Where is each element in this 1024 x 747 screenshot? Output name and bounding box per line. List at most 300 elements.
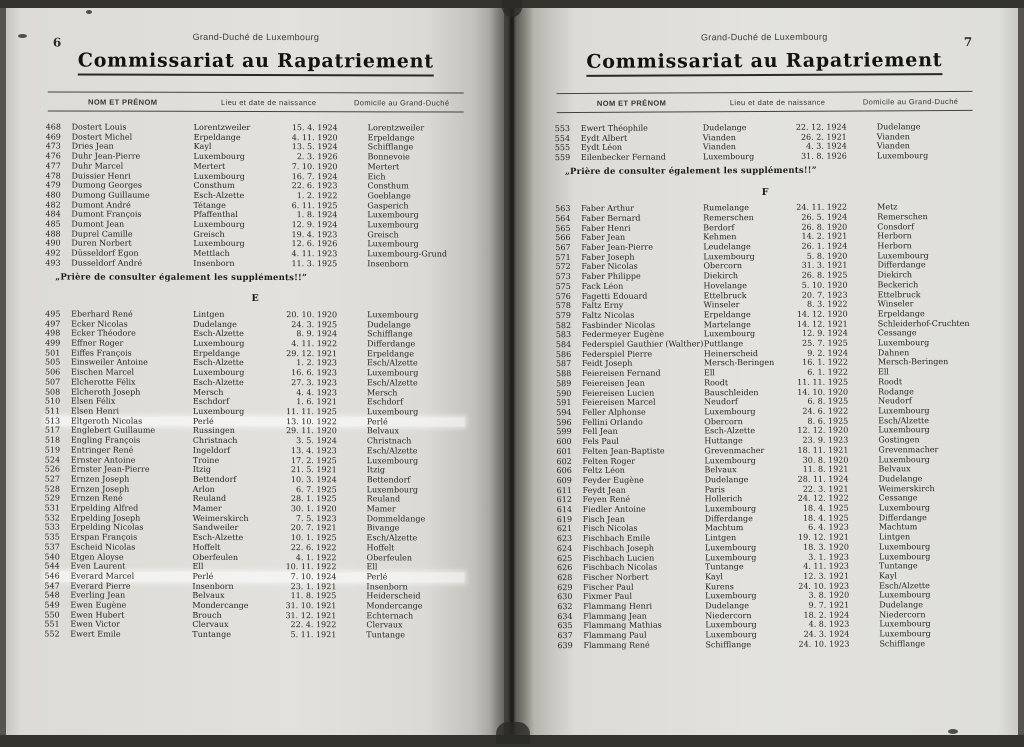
entry-name: Federmeyer Eugène	[581, 329, 665, 340]
entry-name: Ewen Victor	[70, 619, 121, 630]
entry-number: 589	[556, 378, 572, 388]
entry-number: 526	[44, 464, 61, 474]
entry-name: Everling Jean	[70, 590, 126, 601]
entry-domicile: Esch/Alzette	[366, 378, 418, 388]
entry-birthdate: 6. 11. 1925	[291, 200, 338, 210]
entry-birthdate: 26. 5. 1924	[801, 212, 848, 222]
entry-birthplace: Kehmen	[703, 232, 737, 242]
entry-domicile: Itzig	[366, 465, 386, 475]
entry-domicile: Eschdorf	[366, 397, 404, 407]
entry-domicile: Esch/Alzette	[366, 446, 418, 456]
entry-birthdate: 12. 6. 1926	[291, 239, 338, 249]
entry-birthdate: 15. 4. 1924	[291, 123, 338, 133]
entry-name: Fischer Paul	[583, 582, 634, 592]
entry-number: 505	[45, 357, 61, 367]
entry-name: Flammang Henri	[583, 601, 653, 612]
entry-domicile: Bivange	[366, 523, 400, 533]
entry-domicile: Mondercange	[366, 601, 423, 611]
entry-birthdate: 6. 1. 1922	[807, 367, 849, 377]
entry-birthplace: Paris	[704, 484, 725, 494]
entry-name: Ernzen Joseph	[70, 474, 130, 484]
entry-domicile: Luxembourg	[367, 210, 419, 220]
entry-birthplace: Tuntange	[192, 629, 231, 640]
entry-domicile: Esch/Alzette	[366, 533, 418, 543]
page-title	[7, 49, 505, 76]
entry-birthdate: 24. 3. 1925	[291, 319, 338, 329]
entry-domicile: Eich	[367, 171, 386, 181]
entry-number: 634	[557, 611, 573, 621]
entry-number: 532	[44, 513, 60, 523]
entry-name: Ecker Nicolas	[71, 319, 128, 329]
entry-birthdate: 10. 11. 1922	[285, 562, 337, 572]
entry-birthplace: Heinerscheid	[703, 348, 759, 359]
entry-domicile: Luxembourg	[878, 454, 930, 464]
entry-name: Etgen Aloyse	[70, 552, 124, 562]
left-page-content	[5, 7, 505, 736]
entry-birthplace: Huttange	[704, 436, 743, 446]
entry-birthdate: 24. 10. 1923	[798, 639, 850, 649]
entry-domicile: Lintgen	[878, 532, 911, 542]
entry-domicile: Ettelbruck	[877, 289, 921, 299]
entry-birthdate: 18. 2. 1924	[803, 610, 850, 620]
entry-birthdate: 12. 9. 1924	[291, 220, 338, 230]
entry-birthdate: 18. 11. 1921	[797, 445, 849, 455]
entry-domicile: Roodt	[878, 377, 903, 387]
entry-domicile: Niedercorn	[879, 609, 926, 620]
entry-number: 609	[556, 475, 572, 486]
scan-artifact	[948, 729, 958, 734]
entry-birthdate: 8. 6. 1925	[807, 416, 849, 426]
entry-name: Faber Jean-Pierre	[581, 242, 653, 252]
entry-domicile: Luxembourg	[367, 220, 419, 230]
entry-domicile: Beckerich	[877, 280, 919, 290]
entry-domicile: Neudorf	[878, 396, 912, 406]
entry-name: Elsen Félix	[70, 396, 116, 406]
entry-birthplace: Mondercange	[192, 600, 249, 611]
entry-birthdate: 3. 8. 1920	[808, 590, 850, 601]
entry-birthdate: 24. 11. 1922	[796, 202, 848, 213]
entry-birthplace: Luxembourg	[192, 368, 245, 378]
entry-name: Eischen Marcel	[70, 367, 135, 377]
entry-birthdate: 31. 8. 1926	[801, 151, 847, 161]
entry-birthdate: 10. 3. 1924	[290, 475, 337, 485]
entry-number: 614	[556, 505, 573, 515]
entry-birthplace: Roodt	[704, 378, 729, 388]
page-title-text: Commissariat au Rapatriement	[586, 49, 942, 77]
entry-number: 606	[556, 466, 572, 476]
entry-domicile: Heiderscheid	[366, 591, 421, 601]
entry-birthplace: Insenborn	[193, 258, 235, 268]
entry-birthdate: 4. 11. 1923	[291, 249, 338, 259]
entry-number: 510	[44, 396, 61, 406]
entry-birthplace: Obercorn	[704, 416, 743, 427]
right-page	[514, 8, 1018, 736]
entry-number: 619	[556, 514, 573, 524]
entry-birthdate: 3. 1. 1923	[808, 552, 849, 562]
entry-domicile: Vianden	[876, 141, 910, 151]
entry-birthplace: Itzig	[192, 465, 212, 475]
entry-birthplace: Consthum	[193, 181, 235, 191]
entry-birthdate: 11. 8. 1921	[802, 464, 849, 475]
entry-birthdate: 17. 2. 1925	[290, 455, 337, 465]
entry-domicile: Diekirch	[877, 270, 913, 280]
entry-number: 623	[556, 534, 573, 544]
entry-number: 586	[555, 349, 572, 359]
entry-name: Elsen Henri	[70, 406, 120, 416]
entry-birthdate: 22. 3. 1921	[802, 484, 849, 494]
entry-name: Fixmer Paul	[583, 592, 633, 602]
entry-birthdate: 6. 8. 1925	[807, 396, 849, 407]
entry-domicile: Echternach	[366, 611, 414, 621]
entry-birthplace: Russingen	[192, 426, 235, 436]
entry-birthplace: Neudorf	[704, 397, 738, 407]
entry-name: Fischbach Lucien	[582, 553, 655, 563]
entry-birthplace: Luxembourg	[703, 251, 755, 262]
entry-name: Feiereisen Jean	[582, 378, 645, 388]
entry-domicile: Schleiderhof-Cruchten	[877, 318, 970, 329]
entry-name: Duhr Jean-Pierre	[71, 151, 141, 161]
entry-birthdate: 26. 8. 1925	[801, 270, 848, 280]
entry-number: 578	[555, 301, 571, 311]
entry-birthdate: 1. 2. 1922	[296, 191, 338, 201]
entry-name: Dusseldorf André	[71, 258, 143, 268]
entry-name: Flammang Mathias	[583, 621, 662, 631]
entry-name: Dries Jean	[71, 141, 114, 152]
entry-birthplace: Diekirch	[703, 271, 739, 281]
entry-domicile: Dommeldange	[366, 514, 426, 524]
entry-domicile: Metz	[877, 202, 898, 212]
entry-birthdate: 8. 3. 1922	[806, 299, 848, 310]
entry-birthplace: Troine	[192, 455, 220, 465]
entry-birthplace: Rumelange	[703, 203, 750, 213]
entry-number: 540	[44, 551, 60, 562]
entry-birthplace: Luxembourg	[192, 406, 245, 416]
entry-number: 576	[555, 291, 571, 301]
entry-domicile: Esch/Alzette	[879, 580, 930, 591]
entry-number: 632	[557, 602, 573, 612]
column-header-domicile: Domicile au Grand-Duché	[353, 98, 450, 108]
entry-birthplace: Luxembourg	[704, 455, 756, 465]
entry-number: 550	[44, 610, 60, 620]
entry-name: Feydt Jean	[582, 485, 626, 495]
entry-number: 588	[555, 369, 572, 379]
entry-name: Faber Nicolas	[581, 262, 638, 272]
entry-domicile: Mertert	[367, 162, 400, 172]
entry-birthplace: Obercorn	[703, 261, 742, 271]
entry-birthdate: 10. 1. 1925	[290, 533, 337, 543]
entry-name: Faber Henri	[581, 223, 631, 233]
supplement-note: „Prière de consulter également les suppléments!!”	[564, 165, 817, 177]
entry-domicile: Vianden	[876, 131, 910, 142]
entry-domicile: Dudelange	[367, 319, 411, 330]
entry-name: Fell Jean	[582, 427, 618, 437]
entry-birthdate: 24. 12. 1922	[797, 493, 849, 504]
entry-name: Feiereisen Marcel	[582, 397, 656, 408]
entry-birthplace: Ell	[703, 368, 715, 378]
entry-name: Dumont André	[71, 200, 131, 210]
entry-birthdate: 30. 1. 1920	[290, 504, 337, 514]
entry-birthdate: 4. 11. 1920	[291, 132, 338, 142]
entry-number: 473	[45, 141, 61, 151]
entry-birthplace: Berdorf	[703, 222, 735, 232]
entry-birthplace: Dudelange	[702, 123, 747, 133]
entry-domicile: Schifflange	[879, 639, 926, 649]
entry-birthplace: Luxembourg	[193, 151, 245, 162]
entry-name: Felten Jean-Baptiste	[582, 446, 665, 456]
entry-birthdate: 31. 3. 1921	[801, 261, 848, 271]
entry-birthdate: 22. 4. 1922	[290, 620, 337, 630]
entry-number: 555	[554, 143, 571, 153]
entry-domicile: Schifflange	[367, 142, 414, 152]
scan-artifact	[86, 10, 92, 14]
entry-birthdate: 12. 12. 1920	[797, 425, 849, 436]
entry-number: 497	[45, 319, 61, 329]
entry-domicile: Bettendorf	[366, 475, 411, 485]
entry-domicile: Gasperich	[367, 200, 409, 211]
entry-birthplace: Winseler	[703, 300, 740, 310]
entry-domicile: Bonnevoie	[367, 152, 410, 162]
entry-domicile: Tuntange	[366, 630, 405, 640]
entry-number: 564	[555, 213, 571, 224]
entry-domicile: Mamer	[366, 504, 396, 514]
entry-birthdate: 5. 11. 1921	[290, 630, 337, 640]
entry-name: Duren Norbert	[71, 238, 132, 249]
entry-number: 513	[44, 416, 61, 426]
entry-birthdate: 1. 8. 1924	[296, 210, 338, 220]
entry-domicile: Reuland	[366, 494, 401, 504]
entry-name: Federspiel Pierre	[581, 349, 653, 359]
entry-domicile: Machtum	[878, 522, 918, 532]
supplement-note: „Prière de consulter également les suppléments!!”	[55, 272, 308, 283]
entry-name: Eberhard René	[71, 309, 133, 319]
entry-domicile: Luxembourg	[876, 151, 929, 161]
entry-domicile: Luxembourg	[879, 619, 931, 629]
entry-birthdate: 18. 4. 1925	[802, 513, 849, 523]
entry-birthdate: 12. 3. 1921	[803, 571, 850, 581]
entry-number: 468	[45, 122, 61, 132]
entry-number: 566	[555, 233, 571, 243]
entry-birthdate: 12. 9. 1924	[801, 328, 848, 339]
entry-number: 571	[555, 252, 571, 262]
entry-number: 629	[557, 582, 573, 592]
entry-name: Fiedler Antoine	[582, 504, 646, 514]
page-header: Grand-Duché de Luxembourg	[192, 31, 320, 43]
entry-number: 519	[44, 445, 61, 455]
entry-domicile: Belvaux	[878, 464, 911, 474]
entry-birthplace: Vianden	[702, 132, 736, 143]
entry-name: Even Laurent	[70, 561, 126, 571]
entry-birthdate: 16. 1. 1922	[802, 358, 848, 368]
entry-number: 488	[45, 229, 61, 239]
entry-birthplace: Esch-Alzette	[193, 190, 245, 200]
entry-number: 612	[556, 495, 572, 505]
entry-birthplace: Bauschleiden	[704, 387, 759, 397]
entry-birthplace: Grevenmacher	[704, 445, 765, 456]
entry-birthplace: Sandweiler	[192, 523, 239, 533]
entry-birthdate: 25. 7. 1925	[802, 338, 848, 348]
entry-number: 551	[44, 619, 60, 629]
entry-name: Feyder Eugène	[582, 475, 644, 485]
entry-birthplace: Luxembourg	[193, 171, 245, 181]
entry-name: Fels Paul	[582, 436, 619, 447]
entry-name: Elcheroth Joseph	[70, 387, 141, 397]
entry-name: Fagetti Edouard	[581, 291, 648, 301]
entry-domicile: Luxembourg	[366, 484, 419, 495]
entry-birthplace: Lintgen	[704, 533, 737, 543]
entry-birthplace: Luxembourg	[193, 239, 245, 249]
entry-birthdate: 31. 12. 1921	[285, 610, 337, 620]
entry-name: Duissier Henri	[71, 171, 131, 181]
entry-domicile: Luxembourg	[877, 250, 929, 261]
entry-number: 469	[45, 132, 61, 142]
entry-number: 517	[44, 425, 61, 435]
entry-birthplace: Arlon	[192, 484, 215, 494]
entry-birthdate: 13. 5. 1924	[291, 142, 338, 152]
entry-birthdate: 26. 1. 1924	[801, 241, 848, 251]
entry-number: 591	[556, 398, 572, 408]
entry-number: 478	[45, 170, 61, 181]
entry-birthdate: 29. 12. 1921	[286, 348, 338, 358]
entry-birthdate: 7. 5. 1923	[295, 513, 337, 523]
entry-domicile: Weimerskirch	[878, 483, 935, 494]
entry-domicile: Luxembourg	[878, 425, 930, 435]
letter-heading: E	[251, 293, 259, 305]
entry-name: Engling François	[70, 435, 141, 445]
entry-domicile: Consthum	[367, 181, 409, 191]
entry-name: Ewert Emile	[70, 629, 121, 639]
entry-number: 594	[556, 408, 572, 418]
entry-domicile: Cessange	[877, 328, 917, 338]
entry-number: 535	[44, 532, 60, 542]
entry-number: 499	[45, 338, 61, 348]
entry-domicile: Luxembourg	[367, 310, 419, 320]
entry-number: 601	[556, 446, 572, 456]
entry-number: 518	[44, 435, 61, 445]
entry-domicile: Differdange	[877, 260, 926, 270]
entry-domicile: Erpeldange	[367, 132, 415, 143]
entry-domicile: Consdorf	[877, 221, 915, 232]
entry-domicile: Grevenmacher	[878, 444, 939, 455]
entry-domicile: Schifflange	[367, 329, 413, 339]
entry-name: Duhr Marcel	[71, 161, 124, 171]
entry-birthdate: 23. 1. 1921	[290, 581, 337, 591]
entry-birthplace: Machtum	[704, 523, 744, 533]
entry-name: Fischbach Joseph	[582, 543, 655, 553]
entry-name: Ewen Eugène	[70, 600, 127, 610]
entry-name: Faber Joseph	[581, 252, 635, 262]
entry-number: 479	[45, 180, 61, 190]
entry-name: Faber Jean	[581, 233, 626, 243]
entry-number: 508	[44, 387, 61, 397]
entry-birthplace: Erpeldange	[193, 132, 241, 142]
entry-birthdate: 21. 5. 1921	[290, 465, 337, 475]
entry-number: 492	[45, 248, 61, 258]
entry-name: Eydt Albert	[580, 133, 628, 143]
entry-number: 528	[44, 484, 60, 494]
entry-number: 506	[44, 367, 61, 377]
entry-number: 625	[556, 553, 573, 563]
entry-birthplace: Dudelange	[193, 319, 237, 329]
entry-birthplace: Luxembourg	[705, 620, 757, 630]
entry-birthplace: Vianden	[702, 142, 736, 152]
entry-domicile: Erpeldange	[877, 309, 925, 319]
right-page-content	[512, 7, 1020, 738]
entry-birthplace: Luxembourg	[704, 552, 757, 562]
entry-number: 579	[555, 310, 572, 321]
entry-birthplace: Erpeldange	[703, 310, 751, 320]
entry-domicile: Ell	[366, 562, 378, 572]
entry-number: 621	[556, 524, 573, 534]
entry-name: Duprel Camille	[71, 229, 133, 239]
entry-birthdate: 13. 10. 1922	[285, 416, 337, 426]
entry-name: Fischer Norbert	[583, 572, 649, 582]
entry-birthplace: Luxembourg	[705, 591, 757, 601]
entry-name: Feyen René	[582, 495, 631, 505]
entry-name: Fischbach Nicolas	[582, 562, 658, 573]
entry-birthplace: Reuland	[192, 494, 227, 504]
entry-name: Feiereisen Lucien	[582, 388, 655, 398]
entry-domicile: Oberfeulen	[366, 552, 413, 562]
entry-birthdate: 26. 2. 1921	[800, 132, 847, 142]
entry-name: Erspan François	[70, 532, 138, 542]
entry-number: 553	[554, 124, 571, 134]
entry-domicile: Luxembourg	[879, 629, 931, 639]
entry-domicile: Luxembourg	[366, 368, 419, 378]
entry-domicile: Kayl	[879, 571, 897, 581]
entry-number: 583	[555, 330, 572, 340]
entry-birthdate: 20. 7. 1923	[801, 290, 848, 300]
entry-birthdate: 24. 3. 1924	[803, 629, 850, 639]
left-page	[6, 8, 504, 736]
entry-birthdate: 11. 3. 1925	[291, 258, 338, 269]
entry-birthdate: 30. 8. 1920	[802, 455, 849, 465]
entry-birthplace: Clervaux	[192, 620, 229, 630]
entry-name: Fischbach Emile	[582, 533, 651, 544]
entry-domicile: Dudelange	[878, 474, 923, 484]
entry-birthplace: Belvaux	[704, 465, 737, 475]
entry-name: Faltz Erny	[581, 300, 624, 311]
entry-name: Escheid Nicolas	[70, 542, 136, 552]
entry-birthplace: Bettendorf	[192, 474, 237, 484]
entry-domicile: Insenborn	[366, 581, 408, 592]
entry-birthplace: Puttlange	[703, 339, 744, 349]
entry-name: Ernzen Joseph	[70, 484, 130, 494]
entry-domicile: Perlé	[366, 572, 388, 582]
entry-birthdate: 8. 9. 1924	[296, 329, 338, 339]
table-body	[44, 122, 465, 640]
entry-number: 547	[44, 581, 60, 591]
column-header-name: NOM ET PRÉNOM	[88, 97, 158, 107]
entry-number: 480	[45, 190, 61, 200]
scan-artifact	[496, 722, 530, 744]
entry-domicile: Belvaux	[366, 426, 399, 436]
entry-name: Dumong Guillaume	[71, 190, 150, 200]
entry-birthdate: 14. 2. 1921	[801, 231, 848, 242]
entry-number: 590	[556, 388, 572, 398]
entry-birthdate: 7. 10. 1924	[290, 572, 337, 582]
entry-domicile: Dudelange	[876, 122, 921, 132]
entry-birthplace: Esch-Alzette	[193, 329, 244, 339]
entry-domicile: Luxembourg	[367, 239, 419, 249]
entry-birthplace: Weimerskirch	[192, 513, 249, 523]
entry-birthplace: Mersch-Beringen	[703, 358, 775, 368]
entry-name: Ernzen René	[70, 493, 123, 503]
entry-birthdate: 3. 5. 1924	[296, 436, 337, 446]
entry-birthdate: 14. 10. 1920	[797, 387, 849, 397]
entry-birthdate: 4. 11. 1923	[803, 561, 850, 572]
entry-name: Fack Léon	[581, 281, 624, 291]
entry-name: Faber Bernard	[581, 213, 641, 223]
